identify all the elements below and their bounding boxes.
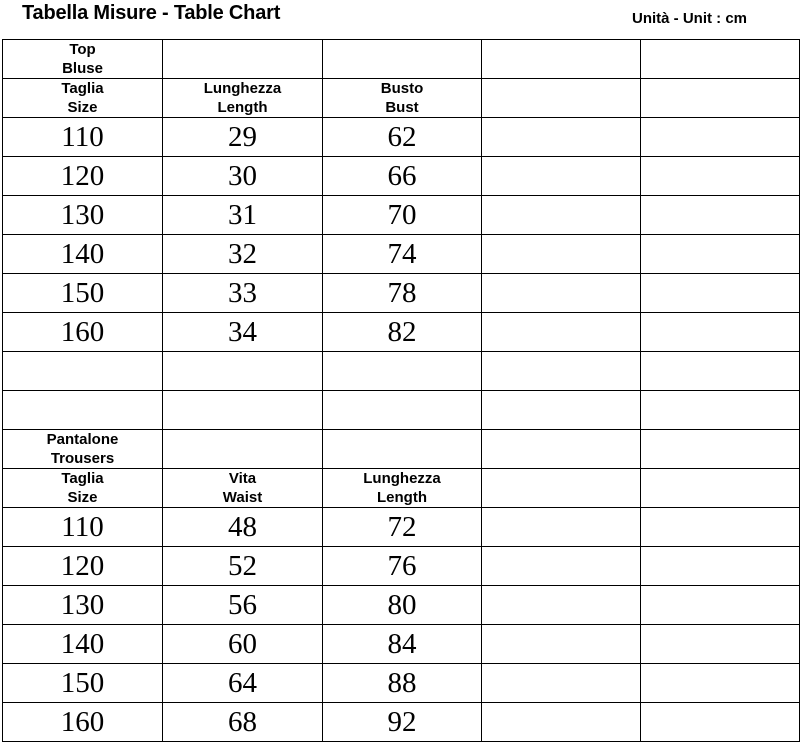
- empty-cell: [641, 586, 800, 625]
- empty-cell: [641, 430, 800, 469]
- empty-cell: [482, 430, 641, 469]
- empty-cell: [641, 79, 800, 118]
- table-row: [3, 547, 800, 586]
- trousers-name-en: Trousers: [50, 450, 115, 467]
- table-row: [3, 274, 800, 313]
- empty-cell: [641, 352, 800, 391]
- empty-cell: [641, 118, 800, 157]
- empty-cell: [3, 352, 163, 391]
- top-header-row: [3, 79, 800, 118]
- empty-cell: [323, 40, 482, 79]
- header-en: Length: [377, 489, 427, 506]
- length-cell: 72: [323, 508, 482, 547]
- empty-cell: [641, 664, 800, 703]
- size-cell: 130: [3, 196, 163, 235]
- header-it: Busto: [380, 80, 424, 97]
- page-title: Tabella Misure - Table Chart: [22, 2, 281, 24]
- top-section-name: [3, 40, 163, 79]
- empty-cell: [163, 391, 323, 430]
- header-it: Lunghezza: [363, 470, 441, 487]
- bust-cell: 82: [323, 313, 482, 352]
- top-header-length: [163, 79, 323, 118]
- table-row: [3, 508, 800, 547]
- size-cell: 120: [3, 157, 163, 196]
- waist-cell: 52: [163, 547, 323, 586]
- bust-cell: 74: [323, 235, 482, 274]
- header-it: Taglia: [61, 80, 104, 97]
- size-cell: 110: [3, 118, 163, 157]
- empty-cell: [163, 40, 323, 79]
- empty-cell: [482, 469, 641, 508]
- length-cell: 29: [163, 118, 323, 157]
- size-cell: 140: [3, 235, 163, 274]
- length-cell: 30: [163, 157, 323, 196]
- empty-cell: [323, 430, 482, 469]
- bust-cell: 62: [323, 118, 482, 157]
- size-cell: 110: [3, 508, 163, 547]
- spacer-row: [3, 391, 800, 430]
- top-name-it: Top: [69, 41, 96, 58]
- empty-cell: [482, 352, 641, 391]
- header-en: Size: [67, 99, 98, 116]
- length-cell: 84: [323, 625, 482, 664]
- table-row: [3, 196, 800, 235]
- empty-cell: [163, 430, 323, 469]
- table-row: [3, 313, 800, 352]
- trousers-section-name: [3, 430, 163, 469]
- bust-cell: 70: [323, 196, 482, 235]
- empty-cell: [482, 313, 641, 352]
- empty-cell: [641, 625, 800, 664]
- header-en: Waist: [222, 489, 263, 506]
- waist-cell: 64: [163, 664, 323, 703]
- size-cell: 150: [3, 664, 163, 703]
- table-row: [3, 586, 800, 625]
- empty-cell: [482, 79, 641, 118]
- empty-cell: [482, 508, 641, 547]
- header-en: Length: [217, 99, 268, 116]
- top-name-en: Bluse: [62, 60, 103, 77]
- length-cell: 92: [323, 703, 482, 742]
- empty-cell: [482, 625, 641, 664]
- empty-cell: [482, 118, 641, 157]
- bust-cell: 66: [323, 157, 482, 196]
- top-section-row: [3, 40, 800, 79]
- empty-cell: [323, 391, 482, 430]
- table-row: [3, 625, 800, 664]
- size-chart-table: [2, 39, 800, 742]
- trousers-header-length: [323, 469, 482, 508]
- size-cell: 120: [3, 547, 163, 586]
- header-it: Vita: [228, 470, 257, 487]
- empty-cell: [482, 703, 641, 742]
- waist-cell: 60: [163, 625, 323, 664]
- empty-cell: [641, 703, 800, 742]
- empty-cell: [163, 352, 323, 391]
- empty-cell: [3, 391, 163, 430]
- empty-cell: [482, 664, 641, 703]
- waist-cell: 48: [163, 508, 323, 547]
- table-row: [3, 664, 800, 703]
- empty-cell: [641, 40, 800, 79]
- empty-cell: [641, 547, 800, 586]
- empty-cell: [641, 196, 800, 235]
- empty-cell: [641, 157, 800, 196]
- spacer-row: [3, 352, 800, 391]
- header-it: Taglia: [61, 470, 104, 487]
- top-header-size: [3, 79, 163, 118]
- trousers-header-row: [3, 469, 800, 508]
- empty-cell: [482, 274, 641, 313]
- length-cell: 76: [323, 547, 482, 586]
- empty-cell: [482, 391, 641, 430]
- empty-cell: [482, 235, 641, 274]
- length-cell: 34: [163, 313, 323, 352]
- trousers-name-it: Pantalone: [46, 431, 119, 448]
- header-it: Lunghezza: [203, 80, 282, 97]
- table-row: [3, 118, 800, 157]
- waist-cell: 56: [163, 586, 323, 625]
- empty-cell: [482, 40, 641, 79]
- size-cell: 150: [3, 274, 163, 313]
- trousers-header-waist: [163, 469, 323, 508]
- empty-cell: [641, 508, 800, 547]
- table-row: [3, 703, 800, 742]
- empty-cell: [641, 235, 800, 274]
- trousers-header-size: [3, 469, 163, 508]
- trousers-section-row: [3, 430, 800, 469]
- waist-cell: 68: [163, 703, 323, 742]
- unit-label: Unità - Unit : cm: [632, 10, 747, 27]
- empty-cell: [323, 352, 482, 391]
- table-row: [3, 157, 800, 196]
- empty-cell: [641, 391, 800, 430]
- empty-cell: [482, 157, 641, 196]
- size-cell: 140: [3, 625, 163, 664]
- length-cell: 31: [163, 196, 323, 235]
- table-row: [3, 235, 800, 274]
- bust-cell: 78: [323, 274, 482, 313]
- header-en: Size: [67, 489, 98, 506]
- length-cell: 32: [163, 235, 323, 274]
- length-cell: 88: [323, 664, 482, 703]
- length-cell: 80: [323, 586, 482, 625]
- empty-cell: [641, 274, 800, 313]
- header-en: Bust: [385, 99, 419, 116]
- empty-cell: [641, 469, 800, 508]
- size-cell: 130: [3, 586, 163, 625]
- empty-cell: [641, 313, 800, 352]
- empty-cell: [482, 547, 641, 586]
- size-cell: 160: [3, 313, 163, 352]
- size-cell: 160: [3, 703, 163, 742]
- length-cell: 33: [163, 274, 323, 313]
- empty-cell: [482, 196, 641, 235]
- top-header-bust: [323, 79, 482, 118]
- empty-cell: [482, 586, 641, 625]
